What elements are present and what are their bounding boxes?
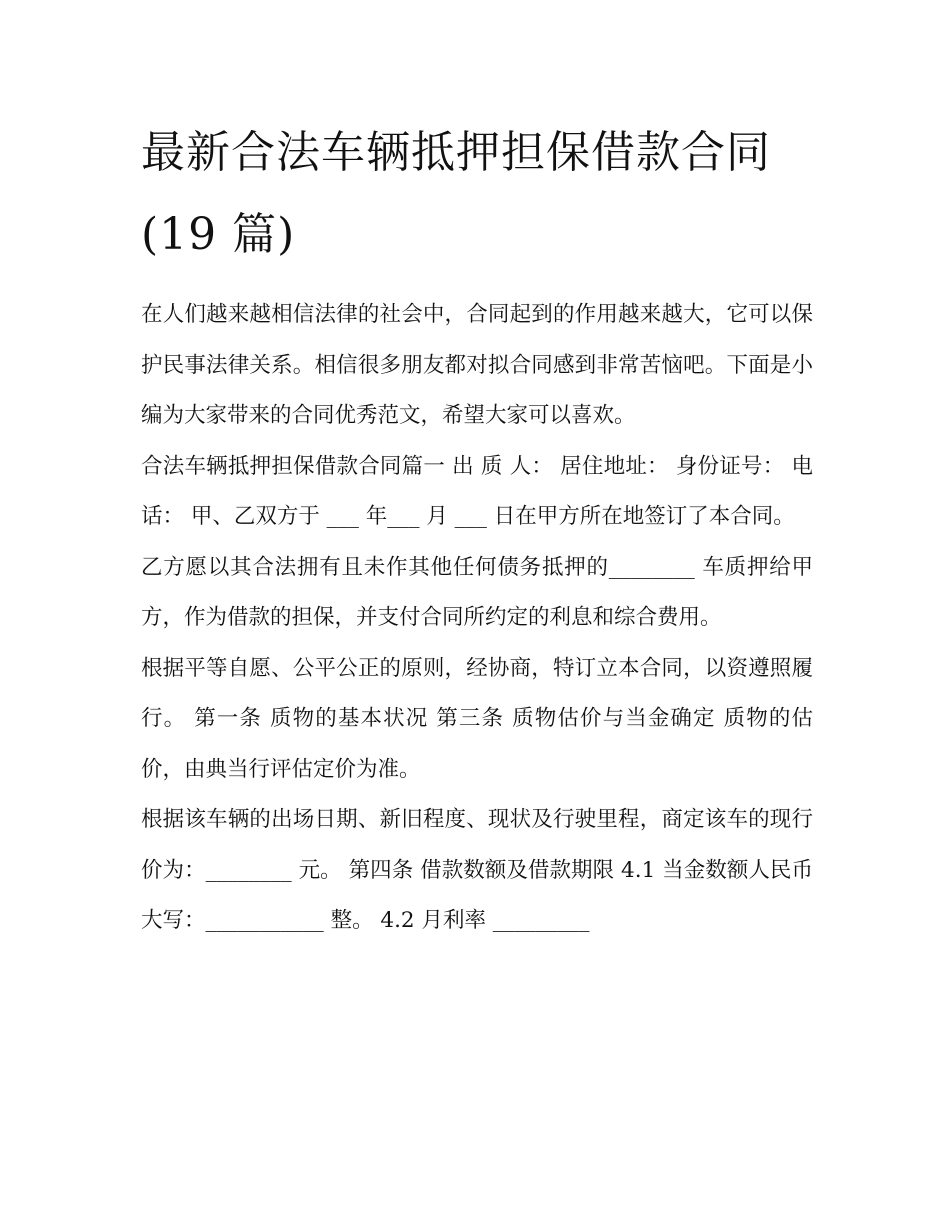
paragraph-intro: 在人们越来越相信法律的社会中，合同起到的作用越来越大，它可以保护民事法律关系。相信很多朋友都对拟合同感到非常苦恼吧。下面是小编为大家带来的合同优秀范文，希望大家可以喜欢。 <box>141 302 813 428</box>
paragraph-valuation: 根据该车辆的出场日期、新旧程度、现状及行驶里程，商定该车的现行价为：________ 元。 第四条 借款数额及借款期限 4.1 当金数额人民币大写：___________ 整。 4.2 月利率 _________ <box>141 807 813 933</box>
paragraph-pledge: 乙方愿以其合法拥有且未作其他任何债务抵押的________ 车质押给甲方，作为借款的担保，并支付合同所约定的利息和综合费用。 <box>141 554 813 630</box>
document-title: 最新合法车辆抵押担保借款合同(19 篇) <box>141 127 771 260</box>
document-content <box>141 112 813 947</box>
paragraph-parties: 合法车辆抵押担保借款合同篇一 出 质 人： 居住地址： 身份证号： 电 话： 甲、乙双方于 ___ 年___ 月 ___ 日在甲方所在地签订了本合同。 <box>141 453 813 529</box>
paragraph-principles: 根据平等自愿、公平公正的原则，经协商，特订立本合同，以资遵照履行。 第一条 质物的基本状况 第三条 质物估价与当金确定 质物的估价，由典当行评估定价为准。 <box>141 655 813 782</box>
